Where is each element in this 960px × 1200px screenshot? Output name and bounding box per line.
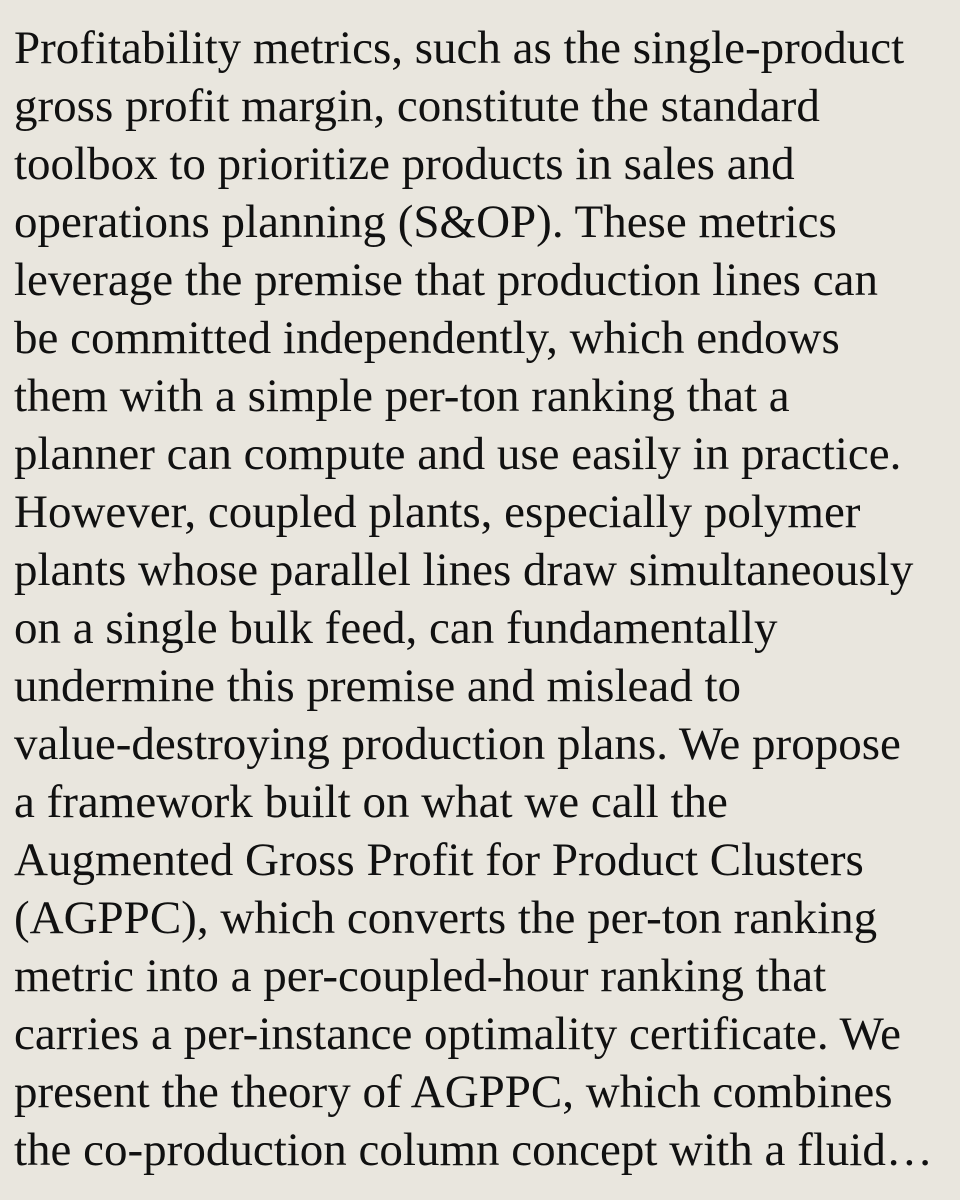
text-line: However, coupled plants, especially polymer	[14, 486, 861, 538]
text-line: be committed independently, which endows	[14, 312, 840, 364]
text-line: toolbox to prioritize products in sales and	[14, 138, 795, 190]
text-line: the co-production column concept with a fluid…	[14, 1124, 933, 1176]
text-line: carries a per-instance optimality certificate. We	[14, 1008, 901, 1060]
text-line: leverage the premise that production lines can	[14, 254, 878, 306]
text-line: present the theory of AGPPC, which combines	[14, 1066, 893, 1118]
text-line: metric into a per-coupled-hour ranking that	[14, 950, 827, 1002]
text-line: on a single bulk feed, can fundamentally	[14, 602, 778, 654]
text-line: them with a simple per-ton ranking that a	[14, 370, 790, 422]
text-line: operations planning (S&OP). These metrics	[14, 196, 837, 248]
text-line: undermine this premise and mislead to	[14, 660, 742, 712]
text-line: plants whose parallel lines draw simultaneously	[14, 544, 914, 596]
text-line: Augmented Gross Profit for Product Clusters	[14, 834, 864, 886]
text-line: gross profit margin, constitute the standard	[14, 80, 820, 132]
text-line: a framework built on what we call the	[14, 776, 728, 828]
text-line: value-destroying production plans. We propose	[14, 718, 901, 770]
text-line: planner can compute and use easily in practice.	[14, 428, 902, 480]
text-line: (AGPPC), which converts the per-ton ranking	[14, 892, 878, 944]
text-line: Profitability metrics, such as the single-product	[14, 22, 905, 74]
